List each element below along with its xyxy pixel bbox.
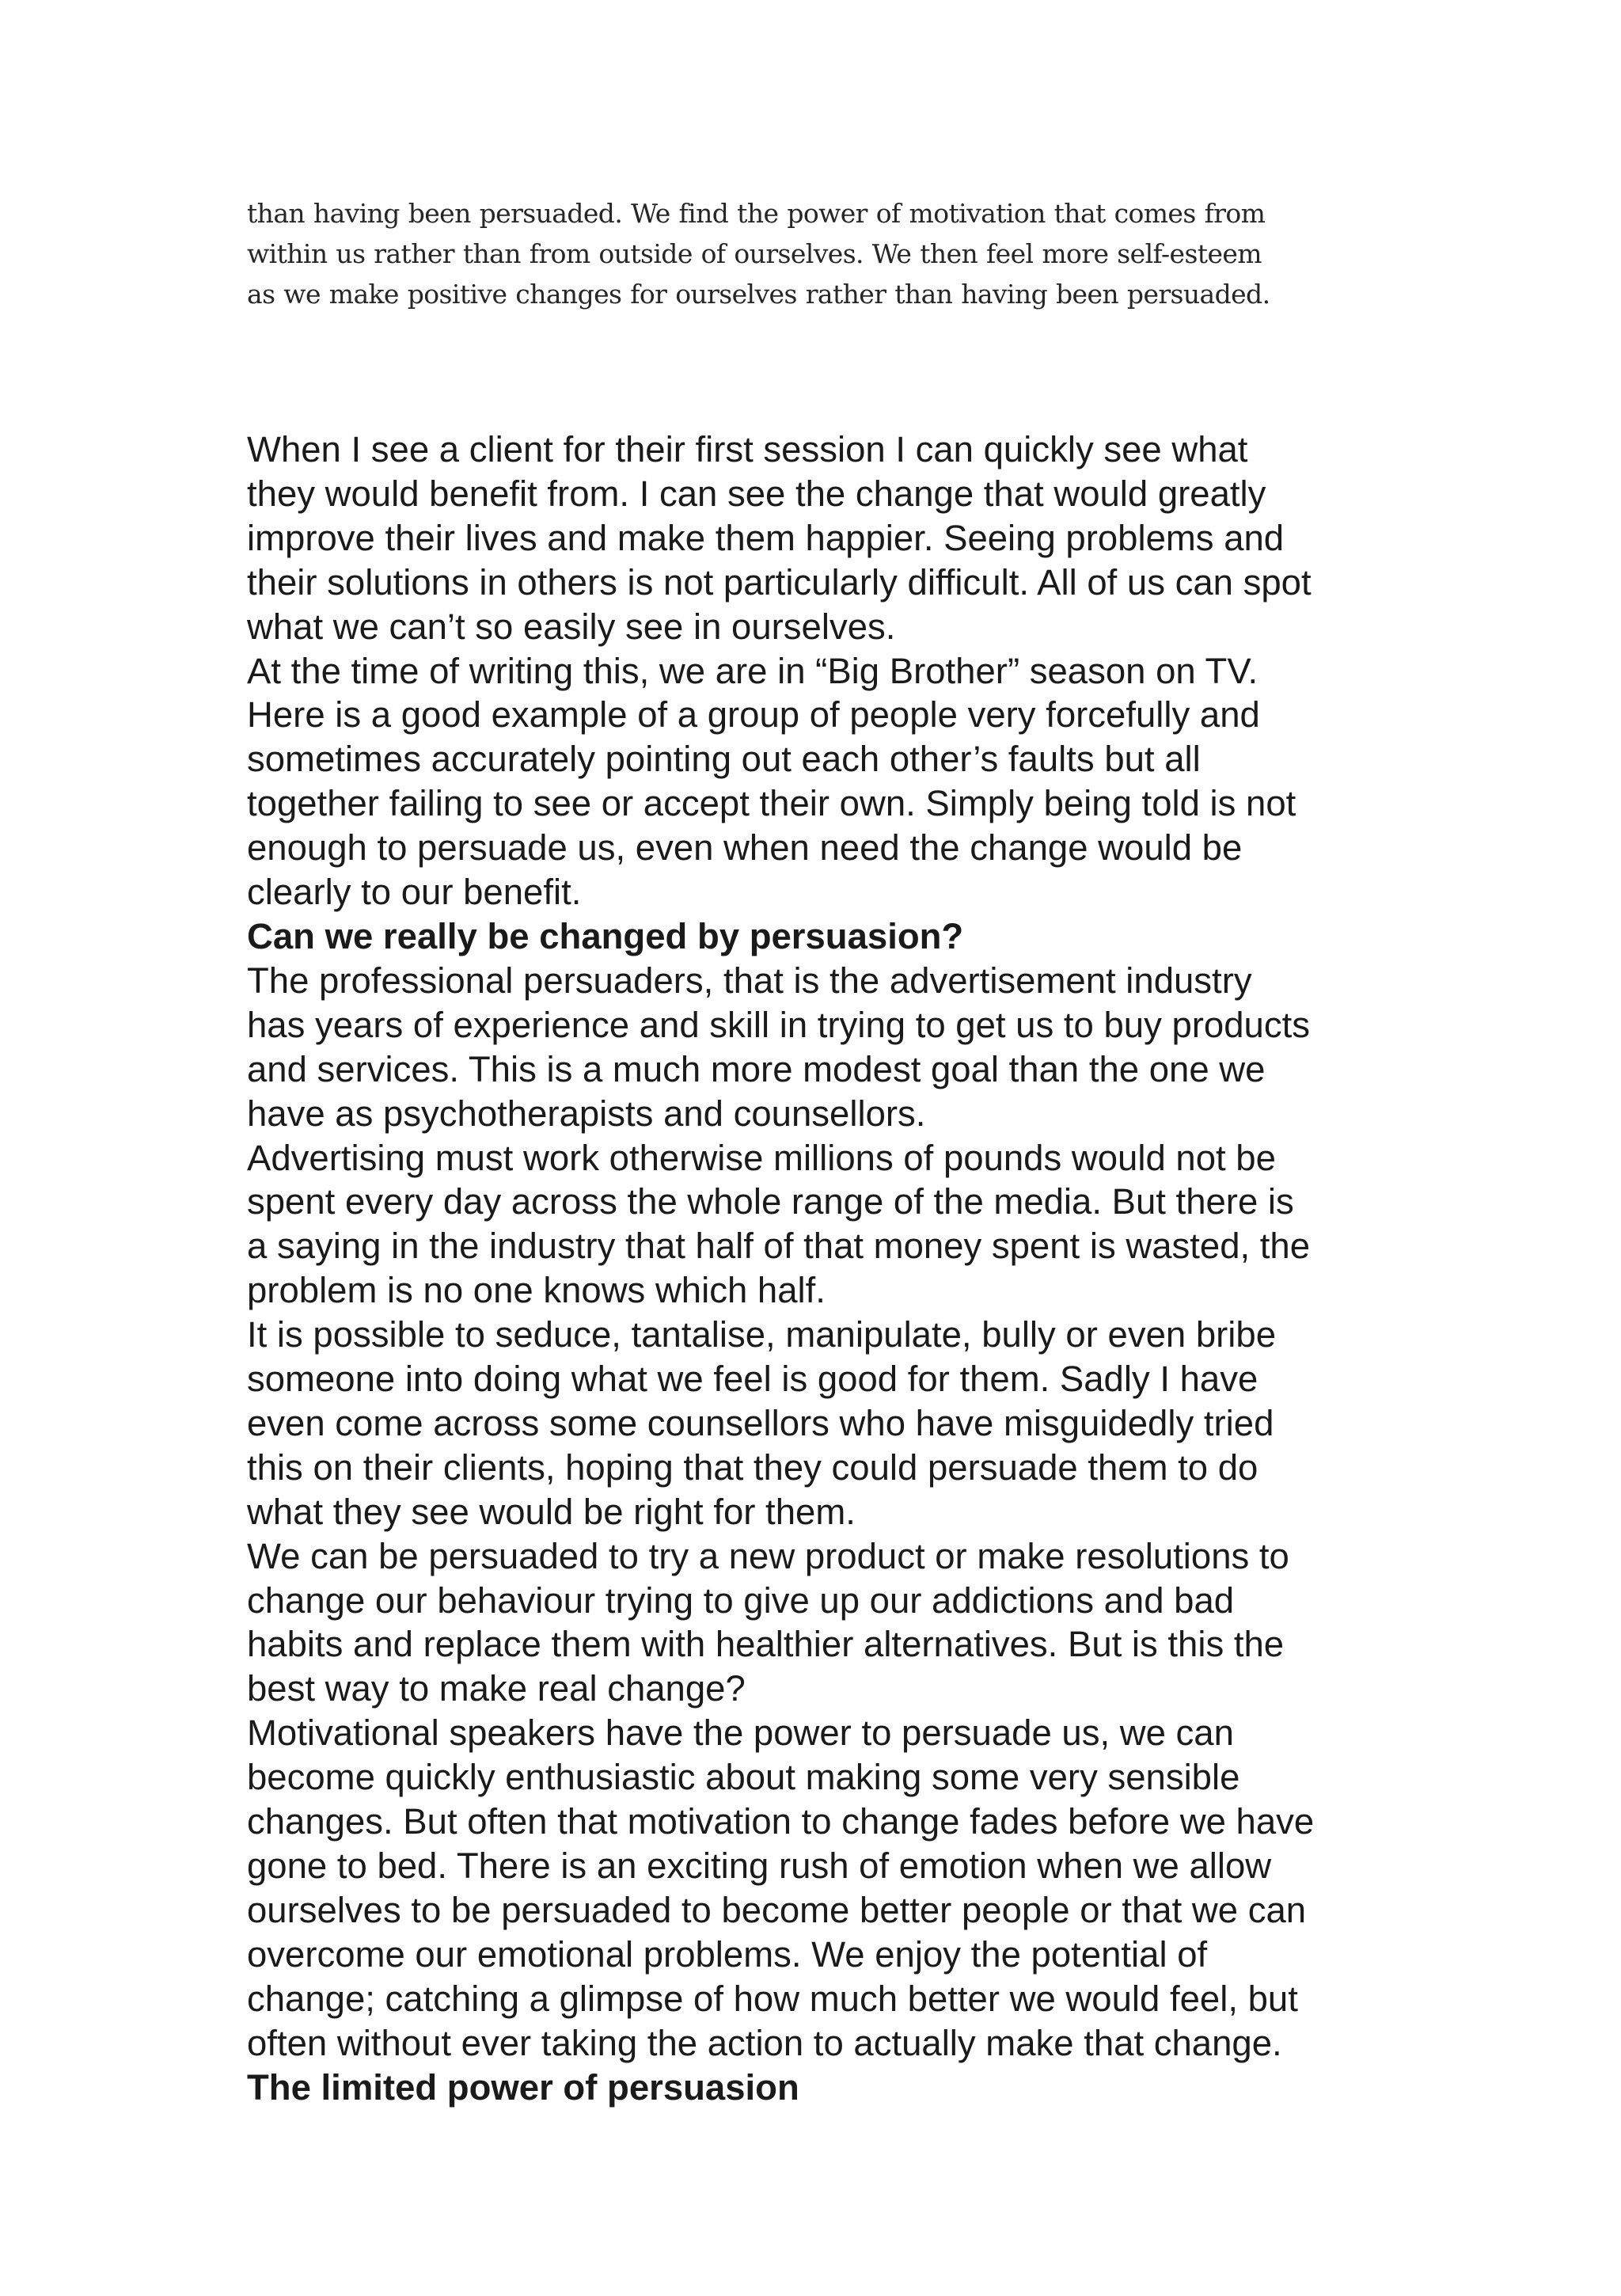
- body-line: what they see would be right for them.: [247, 1491, 856, 1532]
- body-line: sometimes accurately pointing out each other’s faults but all: [247, 739, 1201, 780]
- section-heading: Can we really be changed by persuasion?: [247, 915, 964, 956]
- body-line: habits and replace them with healthier alternatives. But is this the: [247, 1624, 1285, 1665]
- body-line: best way to make real change?: [247, 1668, 746, 1709]
- body-line: changes. But often that motivation to change fades before we have: [247, 1801, 1315, 1842]
- body-line: they would benefit from. I can see the change that would greatly: [247, 473, 1266, 514]
- body-line: someone into doing what we feel is good for them. Sadly I have: [247, 1359, 1258, 1400]
- body-line: Advertising must work otherwise millions of pounds would not be: [247, 1137, 1276, 1178]
- body-line: overcome our emotional problems. We enjoy the potential of: [247, 1933, 1208, 1975]
- body-line: Here is a good example of a group of people very forcefully and: [247, 694, 1260, 736]
- intro-line: than having been persuaded. We find the power of motivation that comes from: [247, 198, 1266, 229]
- body-line: improve their lives and make them happier. Seeing problems and: [247, 517, 1285, 558]
- body-line: enough to persuade us, even when need the change would be: [247, 827, 1243, 869]
- body-line: become quickly enthusiastic about making some very sensible: [247, 1757, 1240, 1798]
- body-line: have as psychotherapists and counsellors.: [247, 1093, 926, 1134]
- body-line: spent every day across the whole range of the media. But there is: [247, 1181, 1294, 1222]
- body-line: often without ever taking the action to actually make that change.: [247, 2022, 1282, 2063]
- body-line: clearly to our benefit.: [247, 872, 582, 913]
- body-line: has years of experience and skill in trying to get us to buy products: [247, 1004, 1310, 1045]
- body-line: It is possible to seduce, tantalise, manipulate, bully or even bribe: [247, 1314, 1277, 1355]
- body-line: The professional persuaders, that is the advertisement industry: [247, 960, 1252, 1001]
- body-line: Motivational speakers have the power to persuade us, we can: [247, 1712, 1234, 1754]
- body-line: this on their clients, hoping that they could persuade them to do: [247, 1446, 1258, 1488]
- intro-paragraph: [247, 193, 1434, 314]
- body-text: [247, 428, 1434, 2109]
- body-line: even come across some counsellors who have misguidedly tried: [247, 1402, 1274, 1443]
- intro-line: as we make positive changes for ourselves rather than having been persuaded.: [247, 279, 1270, 310]
- body-line: At the time of writing this, we are in “Big Brother” season on TV.: [247, 650, 1258, 691]
- body-line: and services. This is a much more modest goal than the one we: [247, 1048, 1266, 1089]
- body-line: change our behaviour trying to give up our addictions and bad: [247, 1579, 1235, 1621]
- intro-line: within us rather than from outside of ourselves. We then feel more self-esteem: [247, 238, 1262, 269]
- body-line: change; catching a glimpse of how much better we would feel, but: [247, 1978, 1298, 2019]
- body-line: a saying in the industry that half of that money spent is wasted, the: [247, 1226, 1311, 1267]
- body-line: gone to bed. There is an exciting rush of emotion when we allow: [247, 1846, 1272, 1886]
- body-line: together failing to see or accept their own. Simply being told is not: [247, 783, 1296, 824]
- body-line: problem is no one knows which half.: [247, 1270, 826, 1311]
- body-line: their solutions in others is not particularly difficult. All of us can spot: [247, 561, 1312, 603]
- body-line: ourselves to be persuaded to become better people or that we can: [247, 1889, 1307, 1930]
- body-line: what we can’t so easily see in ourselves.: [247, 606, 896, 647]
- section-heading: The limited power of persuasion: [247, 2066, 799, 2108]
- body-line: When I see a client for their first session I can quickly see what: [247, 429, 1248, 469]
- body-line: We can be persuaded to try a new product or make resolutions to: [247, 1535, 1289, 1576]
